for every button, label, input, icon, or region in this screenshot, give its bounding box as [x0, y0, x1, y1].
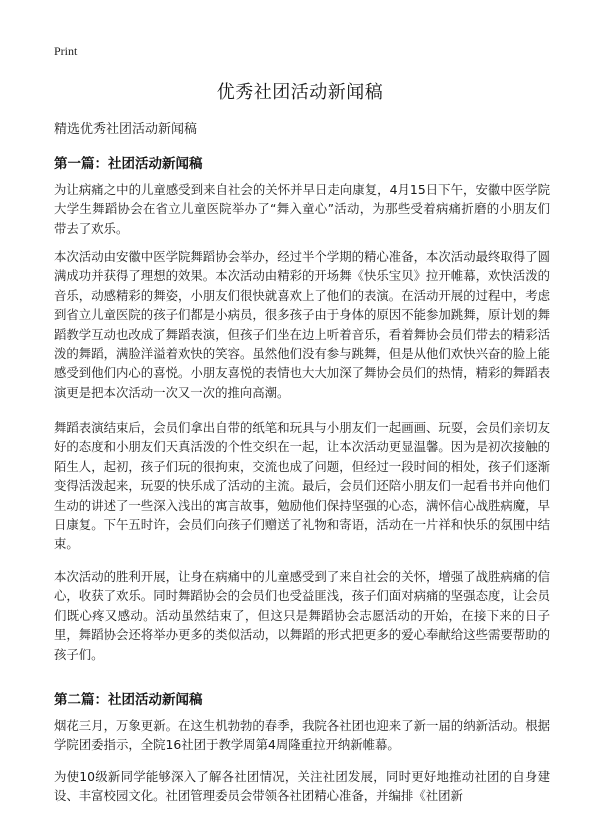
section-2-paragraph-2: 为使10级新同学能够深入了解各社团情况，关注社团发展，同时更好地推动社团的自身建设、丰富校园文化。社团管理委员会带领各社团精心准备，并编排《社团新 — [54, 769, 550, 804]
document-subtitle: 精选优秀社团活动新闻稿 — [54, 122, 198, 137]
section-1-paragraph-3: 舞蹈表演结束后，会员们拿出自带的纸笔和玩具与小朋友们一起画画、玩耍，会员们亲切友好的态度和小朋友们天真活泼的个性交织在一起，让本次活动更显温馨。因为是初次接触的陌生人，起初，孩子们玩的很拘束，交流也成了问题，但经过一段时间的相处，孩子们逐渐变得活泼起来，玩耍的快乐成了活动的主流。最后，会员们还陪小朋友们一起看书并向他们生动的讲述了一些深入浅出的寓言故事，勉励他们保持坚强的心态，满怀信心战胜病魔，早日康复。下午五时许，会员们向孩子们赠送了礼物和寄语，活动在一片祥和快乐的氛围中结束。 — [54, 420, 550, 552]
section-2-paragraph-1: 烟花三月，万象更新。在这生机勃勃的春季，我院各社团也迎来了新一届的纳新活动。根据学院团委指示，全院16社团于教学周第4周隆重拉开纳新帷幕。 — [54, 718, 550, 753]
section-1-heading: 第一篇：社团活动新闻稿 — [54, 156, 203, 172]
print-label: Print — [54, 44, 78, 58]
section-1-paragraph-4: 本次活动的胜利开展，让身在病痛中的儿童感受到了来自社会的关怀，增强了战胜病痛的信心，收获了欢乐。同时舞蹈协会的会员们也受益匪浅，孩子们面对病痛的坚强态度，让会员们既心疼又感动。活动虽然结束了，但这只是舞蹈协会志愿活动的开始，在接下来的日子里，舞蹈协会还将举办更多的类似活动，以舞蹈的形式把更多的爱心奉献给这些需要帮助的孩子们。 — [54, 569, 550, 662]
page-title: 优秀社团活动新闻稿 — [216, 82, 384, 103]
section-2-heading: 第二篇：社团活动新闻稿 — [54, 692, 203, 708]
section-1-paragraph-1: 为让病痛之中的儿童感受到来自社会的关怀并早日走向康复，4月15日下午，安徽中医学院大学生舞蹈协会在省立儿童医院举办了“舞入童心”活动，为那些受着病痛折磨的小朋友们带去了欢乐。 — [54, 182, 550, 236]
section-1-paragraph-2: 本次活动由安徽中医学院舞蹈协会举办，经过半个学期的精心准备，本次活动最终取得了圆满成功并获得了理想的效果。本次活动由精彩的开场舞《快乐宝贝》拉开帷幕，欢快活泼的音乐，动感精彩的舞姿，小朋友们很快就喜欢上了他们的表演。在活动开展的过程中，考虑到省立儿童医院的孩子们都是小病员，很多孩子由于身体的原因不能参加跳舞，原计划的舞蹈教学互动也改成了舞蹈表演，但孩子们坐在边上听着音乐，看着舞协会员们带去的精彩活泼的舞蹈，满脸洋溢着欢快的笑容。虽然他们没有参与跳舞，但是从他们欢快兴奋的脸上能感受到他们内心的喜悦。小朋友喜悦的表情也大大加深了舞协会员们的热情，精彩的舞蹈表演更是把本次活动一次又一次的推向高潮。 — [54, 249, 550, 400]
